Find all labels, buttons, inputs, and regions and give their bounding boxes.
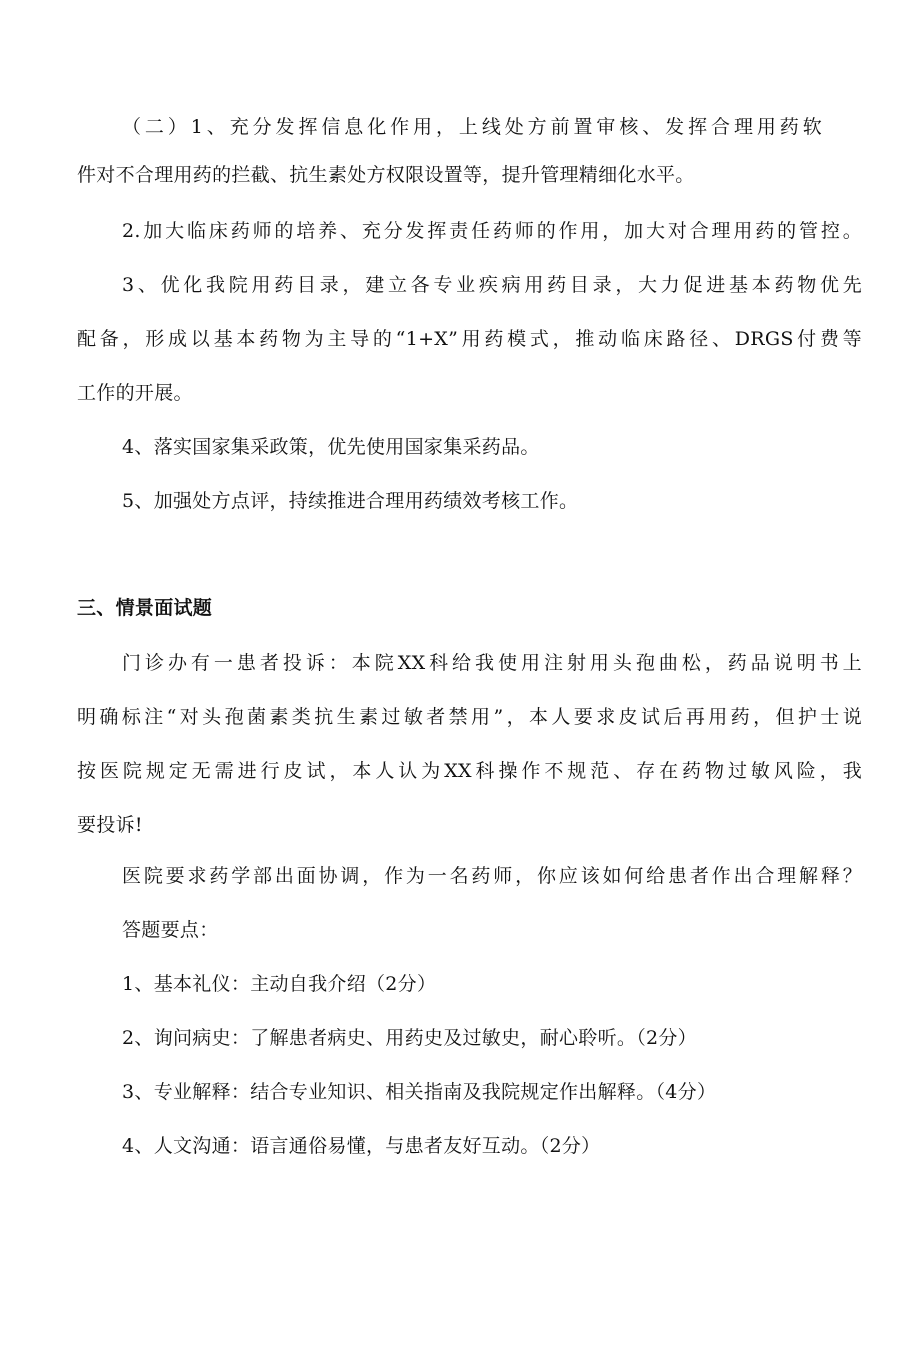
answer-point-2: 2、询问病史：了解患者病史、用药史及过敏史，耐心聆听。（2分） bbox=[122, 1027, 697, 1049]
case-line-1: 门诊办有一患者投诉：本院XX科给我使用注射用头孢曲松，药品说明书上 bbox=[122, 652, 862, 674]
section2-item3-line2: 配备，形成以基本药物为主导的“1+X”用药模式，推动临床路径、DRGS付费等 bbox=[77, 328, 862, 350]
section3-heading: 三、情景面试题 bbox=[77, 597, 213, 619]
section2-item3-line3: 工作的开展。 bbox=[77, 382, 193, 404]
case-line-2: 明确标注“对头孢菌素类抗生素过敏者禁用”，本人要求皮试后再用药，但护士说 bbox=[77, 706, 862, 728]
case-line-3: 按医院规定无需进行皮试，本人认为XX科操作不规范、存在药物过敏风险，我 bbox=[77, 760, 862, 782]
answer-label: 答题要点： bbox=[122, 919, 219, 941]
answer-point-3: 3、专业解释：结合专业知识、相关指南及我院规定作出解释。（4分） bbox=[122, 1081, 717, 1103]
section2-item1-line2: 件对不合理用药的拦截、抗生素处方权限设置等，提升管理精细化水平。 bbox=[77, 164, 695, 186]
answer-point-4: 4、人文沟通：语言通俗易懂，与患者友好互动。（2分） bbox=[122, 1135, 601, 1157]
section2-item1-line1: （二）1、充分发挥信息化作用，上线处方前置审核、发挥合理用药软 bbox=[122, 116, 822, 138]
case-line-4: 要投诉! bbox=[77, 814, 143, 836]
section2-item2: 2.加大临床药师的培养、充分发挥责任药师的作用，加大对合理用药的管控。 bbox=[122, 220, 862, 242]
answer-point-1: 1、基本礼仪：主动自我介绍（2分） bbox=[122, 973, 437, 995]
section2-item5: 5、加强处方点评，持续推进合理用药绩效考核工作。 bbox=[122, 490, 579, 512]
question: 医院要求药学部出面协调，作为一名药师，你应该如何给患者作出合理解释？ bbox=[122, 865, 862, 887]
section2-item3-line1: 3、优化我院用药目录，建立各专业疾病用药目录，大力促进基本药物优先 bbox=[122, 274, 862, 296]
section2-item4: 4、落实国家集采政策，优先使用国家集采药品。 bbox=[122, 436, 540, 458]
